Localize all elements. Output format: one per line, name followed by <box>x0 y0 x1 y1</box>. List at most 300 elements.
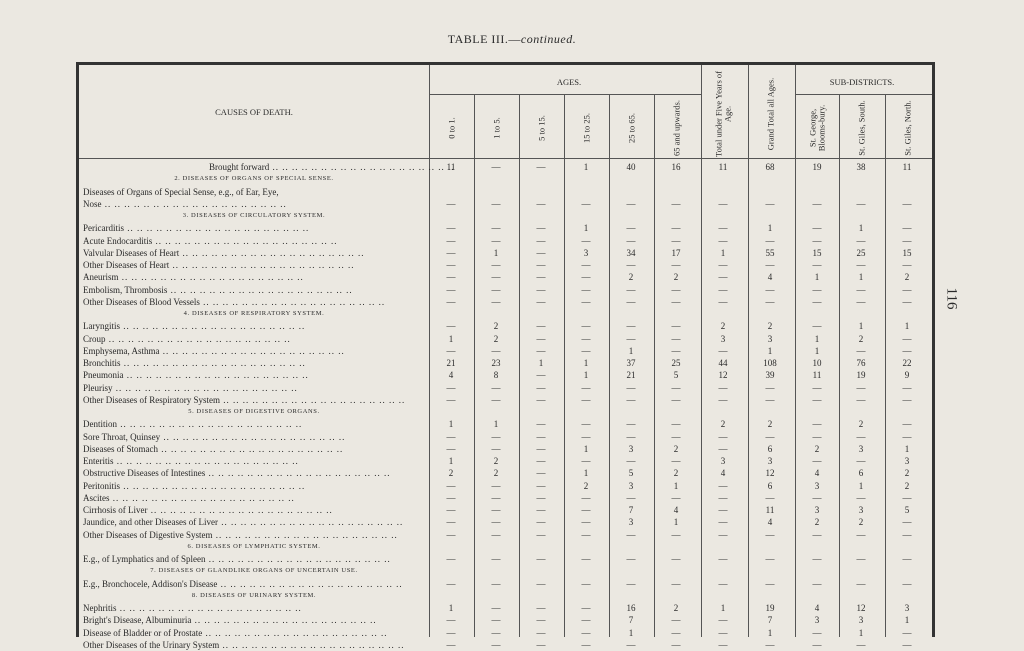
table-cell: — <box>671 492 681 503</box>
table-cell: 2 <box>858 517 864 528</box>
table-cell: 1 <box>858 627 864 638</box>
table-cell: — <box>536 394 546 405</box>
table-cell: — <box>718 235 728 246</box>
table-cell: — <box>446 247 456 258</box>
table-cell: — <box>765 394 775 405</box>
table-cell: 11 <box>902 162 912 172</box>
table-cell: — <box>446 615 456 626</box>
table-cell: — <box>856 198 866 209</box>
subdistricts-rule <box>795 94 932 95</box>
cause-label: Aneurism .. .. <box>83 271 428 283</box>
table-cell: 25 <box>671 358 681 368</box>
table-cell: 16 <box>671 162 681 172</box>
table-cell: 4 <box>767 517 773 528</box>
table-cell: 4 <box>814 603 820 613</box>
table-cell: 44 <box>718 358 728 368</box>
table-title <box>0 32 1024 47</box>
table-cell: — <box>671 456 681 466</box>
table-cell: — <box>626 333 636 344</box>
table-cell: — <box>536 345 546 356</box>
table-cell: — <box>812 284 822 295</box>
table-cell: 1 <box>858 480 864 491</box>
table-cell: — <box>491 505 501 515</box>
table-cell: 2 <box>673 443 679 454</box>
table-cell: — <box>581 603 591 613</box>
table-cell: — <box>812 529 822 540</box>
table-row <box>79 320 932 332</box>
column-header: Total under Five Years of Age. <box>713 70 733 157</box>
table-cell: — <box>812 456 822 466</box>
table-cell: — <box>671 284 681 295</box>
causes-of-death-header: CAUSES OF DEATH. <box>215 107 293 117</box>
table-cell: 11 <box>812 370 822 381</box>
table-cell: — <box>671 223 681 234</box>
table-cell: — <box>536 370 546 381</box>
table-cell: 4 <box>767 272 773 283</box>
table-row <box>79 467 932 479</box>
table-cell: — <box>536 578 546 589</box>
cause-label: Peritonitis .. .. <box>83 480 428 492</box>
cause-label: Sore Throat, Quinsey .. .. <box>83 431 428 443</box>
table-cell: — <box>581 456 591 466</box>
table-cell: — <box>812 554 822 564</box>
table-cell: — <box>491 603 501 613</box>
section-heading: 3. DISEASES OF CIRCULATORY SYSTEM. <box>182 212 326 219</box>
table-cell: 19 <box>856 370 866 381</box>
table-cell: — <box>626 639 636 650</box>
column-header: St. George, Blooms-bury. <box>807 104 827 151</box>
table-cell: — <box>856 639 866 650</box>
table-cell: 1 <box>814 272 820 283</box>
table-cell: — <box>626 235 636 246</box>
table-cell: 2 <box>814 443 820 454</box>
table-cell: — <box>671 639 681 650</box>
table-row <box>79 259 932 271</box>
table-cell: — <box>902 382 912 393</box>
table-cell: 1 <box>448 419 454 430</box>
table-cell: — <box>856 345 866 356</box>
table-cell: 3 <box>720 456 726 466</box>
table-cell: — <box>765 492 775 503</box>
table-cell: 11 <box>765 505 775 515</box>
table-cell: — <box>446 554 456 564</box>
table-cell: — <box>671 431 681 442</box>
cause-label: Disease of Bladder or of Prostate .. .. <box>83 627 428 639</box>
table-cell: — <box>536 260 546 270</box>
table-cell: 2 <box>720 321 726 332</box>
table-cell: — <box>446 578 456 589</box>
table-cell: 1 <box>814 345 820 356</box>
table-cell: — <box>446 284 456 295</box>
table-cell: — <box>446 529 456 540</box>
table-cell: 2 <box>673 603 679 613</box>
table-cell: — <box>446 639 456 650</box>
table-cell: 1 <box>448 456 454 466</box>
table-cell: — <box>581 235 591 246</box>
table-cell: — <box>581 578 591 589</box>
table-cell: — <box>765 431 775 442</box>
table-cell: 4 <box>814 468 820 479</box>
table-cell: — <box>491 529 501 540</box>
table-cell: — <box>536 480 546 491</box>
table-cell: — <box>581 272 591 283</box>
table-cell: 4 <box>673 505 679 515</box>
table-cell: 1 <box>493 419 499 430</box>
table-cell: 1 <box>673 517 679 528</box>
table-cell: — <box>856 431 866 442</box>
table-cell: — <box>581 505 591 515</box>
table-cell: — <box>671 296 681 307</box>
table-cell: — <box>491 443 501 454</box>
table-cell: 7 <box>628 615 634 626</box>
table-cell: — <box>765 554 775 564</box>
table-cell: — <box>812 431 822 442</box>
table-cell: — <box>581 492 591 503</box>
table-cell: — <box>491 162 501 172</box>
table-row <box>79 480 932 492</box>
table-cell: — <box>536 529 546 540</box>
table-cell: — <box>446 321 456 332</box>
table-cell: 11 <box>446 162 456 172</box>
table-cell: — <box>902 554 912 564</box>
cause-label: Other Diseases of Respiratory System .. .. <box>83 394 428 406</box>
table-cell: 3 <box>858 615 864 626</box>
table-cell: — <box>718 505 728 515</box>
table-cell: 19 <box>765 603 775 613</box>
cause-label: Pericarditis .. .. <box>83 222 428 234</box>
table-cell: — <box>536 468 546 479</box>
table-cell: — <box>812 382 822 393</box>
table-cell: 6 <box>858 468 864 479</box>
cause-label: Other Diseases of Heart .. .. <box>83 259 428 271</box>
table-row <box>79 186 932 198</box>
table-cell: — <box>581 639 591 650</box>
table-cell: — <box>902 333 912 344</box>
table-cell: — <box>491 198 501 209</box>
table-cell: — <box>491 260 501 270</box>
table-cell: — <box>902 639 912 650</box>
table-cell: — <box>626 492 636 503</box>
cause-label: Nose .. .. <box>83 198 428 210</box>
table-cell: — <box>856 296 866 307</box>
table-cell: 10 <box>812 358 822 368</box>
table-cell: — <box>671 333 681 344</box>
table-cell: — <box>812 198 822 209</box>
table-cell: 11 <box>718 162 728 172</box>
table-cell: 15 <box>902 247 912 258</box>
table-cell: — <box>536 456 546 466</box>
table-cell: — <box>765 284 775 295</box>
table-cell: — <box>671 235 681 246</box>
table-cell: 7 <box>767 615 773 626</box>
table-cell: 1 <box>904 321 910 332</box>
table-cell: — <box>626 284 636 295</box>
cause-label: Other Diseases of Blood Vessels .. .. <box>83 296 428 308</box>
table-row <box>79 369 932 381</box>
table-cell: 1 <box>858 272 864 283</box>
table-cell: — <box>765 382 775 393</box>
table-cell: — <box>581 554 591 564</box>
table-cell: — <box>812 235 822 246</box>
column-header: Grand Total all Ages. <box>765 77 775 150</box>
table-cell: — <box>446 272 456 283</box>
table-row <box>79 357 932 369</box>
column-header: St. Giles, South. <box>856 99 866 156</box>
table-cell: — <box>536 235 546 246</box>
table-row <box>79 394 932 406</box>
table-row <box>79 418 932 430</box>
table-cell: 5 <box>904 505 910 515</box>
column-header: 5 to 15. <box>536 114 546 141</box>
table-cell: — <box>446 394 456 405</box>
table-cell: 2 <box>493 468 499 479</box>
section-heading: 7. DISEASES OF GLANDLIKE ORGANS OF UNCERTAIN USE. <box>150 567 358 575</box>
table-cell: — <box>902 198 912 209</box>
table-cell: — <box>581 198 591 209</box>
table-cell: — <box>581 333 591 344</box>
table-cell: 7 <box>628 505 634 515</box>
cause-label: Cirrhosis of Liver .. .. <box>83 504 428 516</box>
table-cell: 2 <box>493 321 499 332</box>
table-cell: — <box>536 223 546 234</box>
table-cell: — <box>812 394 822 405</box>
table-cell: 12 <box>718 370 728 381</box>
cause-label: Embolism, Thrombosis .. .. <box>83 284 428 296</box>
table-cell: 1 <box>628 627 634 638</box>
table-cell: 2 <box>673 272 679 283</box>
table-cell: 1 <box>904 615 910 626</box>
table-cell: — <box>626 431 636 442</box>
table-cell: 1 <box>904 443 910 454</box>
table-cell: — <box>491 578 501 589</box>
table-cell: — <box>856 382 866 393</box>
table-cell: — <box>626 578 636 589</box>
cause-label: Enteritis .. .. <box>83 455 428 467</box>
table-cell: — <box>581 615 591 626</box>
table-row <box>79 333 932 345</box>
table-cell: — <box>446 505 456 515</box>
table-cell: 8 <box>493 370 499 381</box>
table-cell: — <box>812 223 822 234</box>
table-row <box>79 431 932 443</box>
table-cell: — <box>856 284 866 295</box>
table-row <box>79 602 932 614</box>
section-heading: 8. DISEASES OF URINARY SYSTEM. <box>191 591 317 599</box>
table-cell: — <box>446 517 456 528</box>
ages-rule <box>429 94 701 95</box>
table-cell: 40 <box>626 162 636 172</box>
table-cell: — <box>581 394 591 405</box>
table-cell: — <box>581 419 591 430</box>
table-cell: — <box>536 296 546 307</box>
table-cell: — <box>626 223 636 234</box>
table-cell: — <box>718 517 728 528</box>
table-row <box>79 529 932 541</box>
table-cell: 1 <box>583 443 589 454</box>
table-cell: 3 <box>858 443 864 454</box>
table-cell: 22 <box>902 358 912 368</box>
table-cell: — <box>718 260 728 270</box>
section-heading: 6. DISEASES OF LYMPHATIC SYSTEM. <box>187 542 321 550</box>
table-cell: — <box>626 529 636 540</box>
table-cell: — <box>718 492 728 503</box>
table-cell: — <box>812 321 822 332</box>
table-cell: — <box>536 272 546 283</box>
table-row <box>79 345 932 357</box>
table-cell: — <box>536 505 546 515</box>
table-cell: 1 <box>583 370 589 381</box>
cause-label: Pneumonia .. .. <box>83 369 428 381</box>
table-cell: — <box>718 272 728 283</box>
table-row <box>79 443 932 455</box>
table-cell: — <box>446 492 456 503</box>
table-row <box>79 198 932 210</box>
table-row <box>79 639 932 651</box>
cause-label: Croup .. .. <box>83 333 428 345</box>
table-cell: 2 <box>720 419 726 430</box>
table-cell: — <box>581 529 591 540</box>
table-row <box>79 455 932 467</box>
table-cell: 2 <box>814 517 820 528</box>
table-cell: — <box>718 578 728 589</box>
table-cell: — <box>902 284 912 295</box>
table-row <box>79 271 932 283</box>
table-cell: — <box>765 639 775 650</box>
table-cell: 2 <box>493 456 499 466</box>
table-cell: 9 <box>904 370 910 381</box>
table-cell: — <box>718 284 728 295</box>
table-cell: 16 <box>626 603 636 613</box>
table-cell: — <box>812 639 822 650</box>
table-row <box>79 504 932 516</box>
sub-districts-header: SUB-DISTRICTS. <box>829 77 895 87</box>
column-header: 25 to 65. <box>626 112 636 143</box>
table-cell: — <box>581 627 591 638</box>
table-cell: 5 <box>628 468 634 479</box>
cause-label: Dentition .. .. <box>83 418 428 430</box>
table-cell: 3 <box>583 247 589 258</box>
table-cell: 34 <box>626 247 636 258</box>
table-cell: — <box>671 260 681 270</box>
table-cell: 3 <box>628 480 634 491</box>
table-cell: — <box>718 382 728 393</box>
table-cell: 1 <box>767 345 773 356</box>
table-cell: 1 <box>858 321 864 332</box>
table-cell: 25 <box>856 247 866 258</box>
table-cell: 2 <box>904 480 910 491</box>
table-cell: 2 <box>767 321 773 332</box>
header-rule <box>79 158 932 159</box>
table-cell: 1 <box>814 333 820 344</box>
table-cell: — <box>626 260 636 270</box>
table-cell: — <box>491 615 501 626</box>
table-cell: — <box>765 260 775 270</box>
table-cell: — <box>536 382 546 393</box>
table-row <box>79 235 932 247</box>
table-cell: 3 <box>904 603 910 613</box>
table-cell: — <box>856 235 866 246</box>
table-title-main: TABLE III.— <box>447 32 521 46</box>
table-cell: 5 <box>673 370 679 381</box>
table-cell: — <box>856 492 866 503</box>
table-cell: — <box>718 480 728 491</box>
table-cell: 3 <box>628 443 634 454</box>
table-row <box>79 296 932 308</box>
table-cell: — <box>902 235 912 246</box>
table-cell: 1 <box>538 358 544 368</box>
table-cell: — <box>536 419 546 430</box>
table-cell: — <box>718 345 728 356</box>
table-cell: — <box>581 284 591 295</box>
table-cell: — <box>902 529 912 540</box>
table-cell: 1 <box>583 468 589 479</box>
table-row <box>79 578 932 590</box>
table-row <box>79 382 932 394</box>
table-row <box>79 553 932 565</box>
table-cell: — <box>536 198 546 209</box>
cause-label: Valvular Diseases of Heart .. .. <box>83 247 428 259</box>
column-header: 15 to 25. <box>581 112 591 143</box>
table-cell: — <box>446 443 456 454</box>
table-cell: — <box>536 162 546 172</box>
table-cell: 1 <box>767 223 773 234</box>
table-cell: — <box>718 431 728 442</box>
table-cell: — <box>491 517 501 528</box>
table-cell: 76 <box>856 358 866 368</box>
table-cell: — <box>536 639 546 650</box>
table-cell: — <box>491 394 501 405</box>
table-cell: 17 <box>671 247 681 258</box>
table-row <box>79 492 932 504</box>
table-cell: 1 <box>720 247 726 258</box>
table-cell: 1 <box>448 333 454 344</box>
table-cell: 3 <box>904 456 910 466</box>
table-cell: — <box>536 627 546 638</box>
table-cell: — <box>765 235 775 246</box>
table-cell: — <box>671 627 681 638</box>
table-cell: 21 <box>446 358 456 368</box>
table-cell: 39 <box>765 370 775 381</box>
table-cell: — <box>491 345 501 356</box>
table-cell: — <box>671 578 681 589</box>
table-cell: — <box>856 529 866 540</box>
table-cell: — <box>765 198 775 209</box>
cause-label: Ascites .. .. <box>83 492 428 504</box>
table-cell: 15 <box>812 247 822 258</box>
table-cell: — <box>491 480 501 491</box>
table-cell: — <box>446 235 456 246</box>
table-cell: — <box>536 492 546 503</box>
table-cell: — <box>856 260 866 270</box>
table-cell: — <box>856 456 866 466</box>
table-cell: — <box>446 431 456 442</box>
table-cell: 38 <box>856 162 866 172</box>
table-cell: — <box>446 296 456 307</box>
table-cell: — <box>671 554 681 564</box>
table-row <box>79 222 932 234</box>
table-cell: 3 <box>814 615 820 626</box>
table-cell: — <box>491 554 501 564</box>
table-cell: — <box>626 198 636 209</box>
table-cell: 37 <box>626 358 636 368</box>
column-header: 0 to 1. <box>446 116 456 139</box>
table-cell: — <box>581 431 591 442</box>
table-cell: — <box>626 419 636 430</box>
table-cell: — <box>765 296 775 307</box>
table-cell: — <box>812 578 822 589</box>
table-cell: — <box>446 345 456 356</box>
table-cell: — <box>671 615 681 626</box>
